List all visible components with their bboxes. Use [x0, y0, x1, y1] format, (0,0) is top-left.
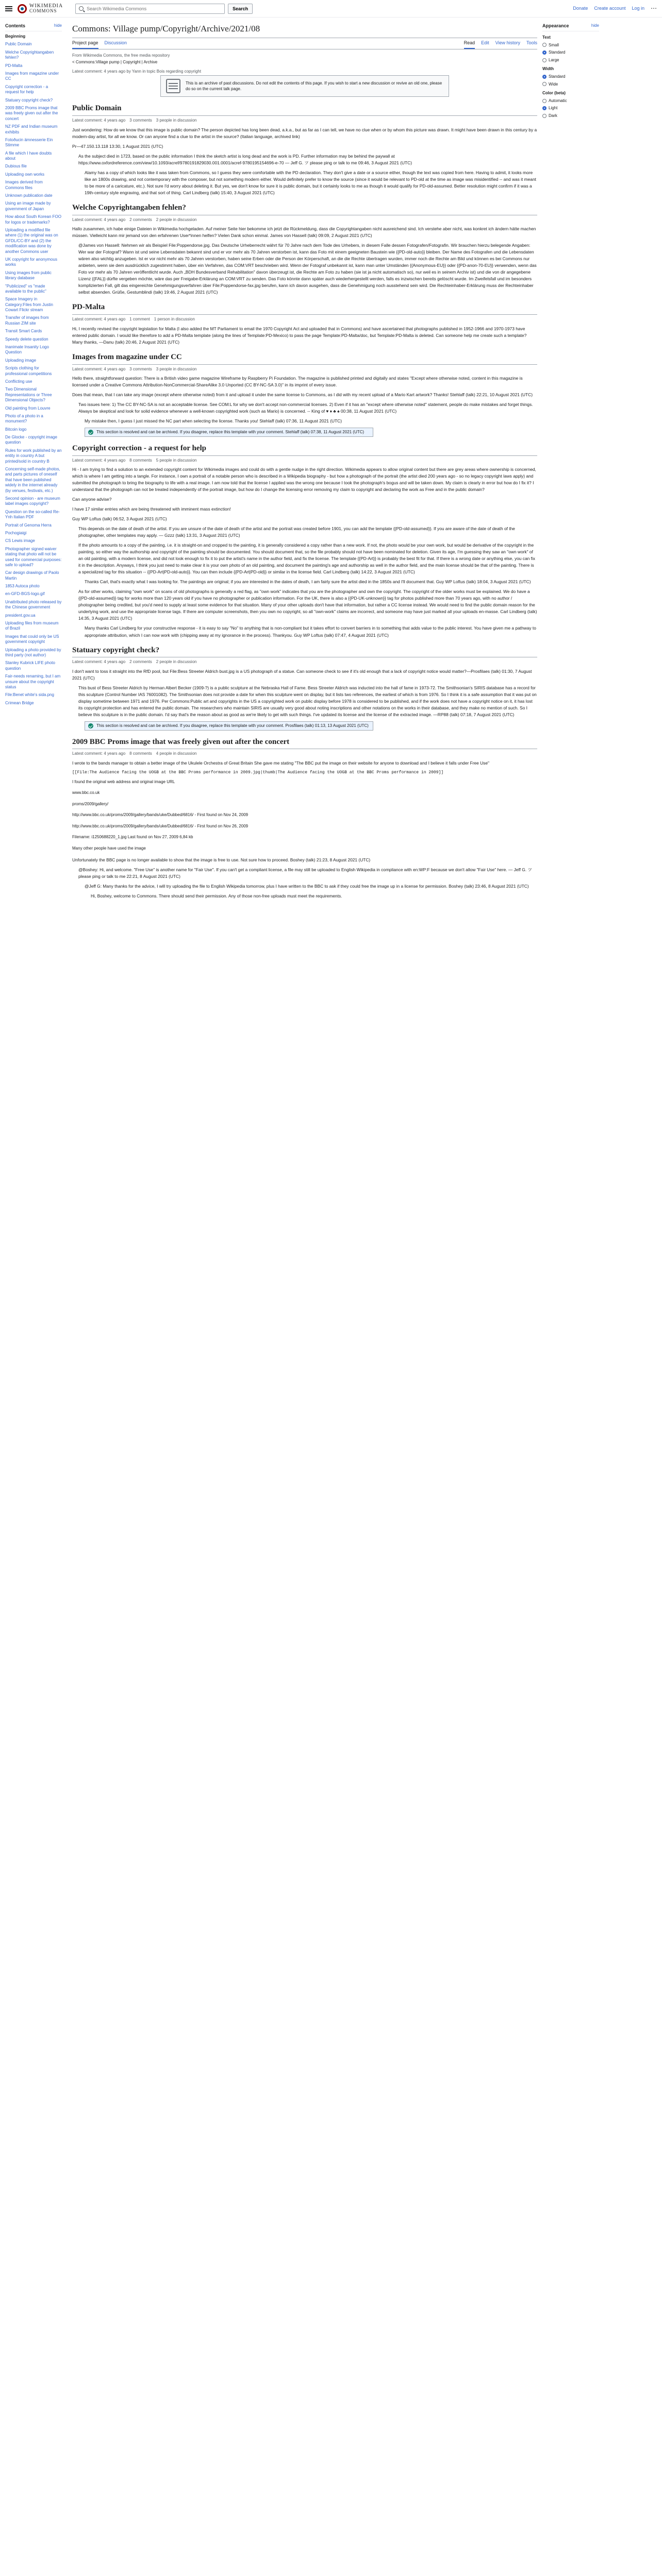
archive-icon — [166, 79, 180, 93]
logo-line2: COMMONS — [29, 8, 57, 14]
wikicode-snippet: [[File:The Audience facing the UOGB at the BBC Proms performance in 2009.jpg|thumb|The Audience facing the UOGB at the BBC Proms performance in 2009]] — [72, 770, 444, 775]
check-icon — [88, 723, 93, 728]
toc-item[interactable]: 2009 BBC Proms image that was freely given out after the concert — [5, 105, 58, 121]
comment: Hallo zusammen, ich habe einige Dateien in Wikimedia hochgeladen. Auf meiner Seite hier bekomme ich jetzt die Rückmeldung, dass die Copyrightangaben nicht ausreichend sind. Ich verstehe aber nicht, was konkret ich ändern hätte machen müssen. Vielleicht kann mir jemand von den erfahrenen User*innen helfen? Vielen Dank schon einmal. James von Hassell (talk) 09:09, 2 August 2021 (UTC) — [72, 226, 536, 239]
radio-label: Wide — [549, 81, 558, 87]
toc-hide-button[interactable]: hide — [54, 23, 62, 28]
page-title: Commons: Village pump/Copyright/Archive/2021/08 — [72, 23, 537, 38]
comment: Hi - I am trying to find a solution to an extended copyright content for Wikimedia images and could do with a gentle nudge in the right direction. Wikimedia appears to allow original content but there are grey areas where ownership is concerned, which is where I am getting into a tangle. For instance, I own a portrait of a notable person who is described in a Wikipedia biography - but how a photograph of the portrait (the artist died 200 years ago - so no legacy copyright laws apply) and submitted the photograph to bring the biography to life with a real image. I am now told that the license I applied was the wrong one because I took the photograph's bogus and will be taken down. My claim is clearly in error but how do I fix it? I understand that the photograph can not be treated independently of the portrait image, but how do I change the licensing error removing my claim to copyright and declaring the work as Free and in the public domain? — [72, 467, 536, 493]
discussion-section — [72, 645, 537, 731]
section-heading: Statuary copyright check? — [72, 645, 537, 658]
create-account-link[interactable]: Create account — [594, 5, 626, 11]
toc-item[interactable]: Fotoðucin ämnesserie Ein Stimme — [5, 137, 53, 148]
toc-item[interactable]: Pochogiaigi — [5, 530, 27, 535]
resolved-notice — [85, 721, 373, 731]
main-menu-icon[interactable] — [5, 6, 12, 11]
toc-item[interactable]: Scripts clothing for professional competitions — [5, 366, 52, 376]
resolved-notice-text: This section is resolved and can be archived. If you disagree, replace this template with your comment. Prosfilaes (talk) 01:13, 13 August 2021 (UTC) — [96, 723, 369, 728]
toc-item[interactable]: Statuary copyright check? — [5, 97, 53, 103]
section-meta-item: 2 people in discussion — [156, 217, 197, 222]
resolved-notice-text: This section is resolved and can be archived. If you disagree, replace this template with your comment. Stehlaff (talk) 07:38, 11 August 2021 (UTC) — [96, 430, 365, 435]
appearance-title: Appearance — [542, 23, 569, 28]
toc-item[interactable]: PD-Malta — [5, 63, 23, 68]
toc-header — [5, 23, 62, 31]
radio-button-icon[interactable] — [542, 43, 547, 47]
toc-item[interactable]: CS Lewis image — [5, 538, 35, 544]
section-meta-item: 2 people in discussion — [156, 659, 197, 665]
toc-item[interactable]: Uploading a photo provided by third party (not author) — [5, 647, 61, 657]
section-meta — [72, 659, 537, 665]
comment: Hi, I recently revised the copyright legislation for Malta (I also added the MT Parliament to email the 1970 Copyright Act and uploaded that in Commons) and have ascertained that photographs published in 1952-1966 and 1970-1973 have entered public domain. I would like therefore to add a PD-Malta template (along the lines of Template:PD-Mexico) to pass the page Template:PD-Malta/doc, but Template:PD-Malta is deleted. Can someone help me create such a template? Many thanks, —Danu (talk) 20:46, 2 August 2021 (UTC) — [72, 326, 527, 345]
toc-item[interactable]: Bitcoin logo — [5, 427, 27, 432]
comment: @Boshey: Hi, and welcome. "Free Use" is another name for "Fair Use". If you can't get a compliant license, a file may still be uploaded to English Wikipedia in compliance with en:WP:F because we don't allow "Fair Use" here. — Jeff G. ツ please ping or talk to me 22:21, 8 August 2021 (UTC) — [78, 867, 532, 879]
tab-discussion[interactable]: Discussion — [104, 40, 127, 45]
toc-item[interactable]: 1853 Autoca photo — [5, 584, 40, 589]
radio-button-icon[interactable] — [542, 75, 547, 79]
toc-item[interactable]: Portrait of Genoma Herra — [5, 522, 52, 528]
radio-option[interactable] — [542, 113, 599, 119]
toc-item[interactable]: Two Dimensional Representations or Three Dimensional Objects? — [5, 387, 52, 403]
section-meta-item: Latest comment: 4 years ago — [72, 751, 126, 756]
comment: Does that mean, that I can take any image (except where otherwise noted) from it and upload it under the same license to Commons, as I did with my recent upload of a Mario Kart artwork? Thanks! Stehlaff (talk) 22:21, 10 August 2021 (UTC) — [72, 392, 533, 398]
tab-project-page[interactable]: Project page — [72, 40, 98, 49]
section-meta-item: Latest comment: 4 years ago — [72, 659, 126, 665]
section-meta-item: 3 people in discussion — [156, 366, 197, 371]
toc-item[interactable]: Crimean Bridge — [5, 700, 34, 705]
radio-option[interactable] — [542, 49, 599, 56]
comment: Alamy has a copy of which looks like it was taken from Commons, so I guess they were comfortable with the PD declaration. They don't give a date or a source either, though the text was copied from here. Having to admit, it looks more like an 1800s drawing, and not contemporary with the composer, but not something modern either. Would definitely prefer to know the source (since it would be relevant to PD-old at the time as image was misidentified -- and was it meant to be more of a caricature, etc.). Not sure I'd worry about deleting it. But yes, we don't know for sure it is public domain, but it certainly looks to me as though it would qualify for PD-old-assumed. Better resolution might confirm if it was a 19th-century style engraving, and that sort of thing. Carl Lindberg (talk) 15:40, 3 August 2021 (UTC) — [85, 170, 536, 195]
section-meta-item: 3 comments — [129, 118, 152, 123]
resolved-notice — [85, 428, 373, 437]
toc-item[interactable]: Welche Copyrightangaben fehlen? — [5, 49, 54, 60]
plain-line: I found the original web address and original image URL — [72, 779, 175, 784]
search-button[interactable]: Search — [228, 4, 253, 14]
toc-item[interactable]: Rules for work published by an entity in country A but printed/sold in country B — [5, 448, 62, 464]
discussion-section — [72, 302, 537, 345]
user-links — [573, 4, 657, 13]
tab-read[interactable]: Read — [464, 40, 475, 49]
section-meta — [72, 316, 537, 323]
toc-title: Contents — [5, 23, 25, 28]
radio-option[interactable] — [542, 42, 599, 48]
toc-item[interactable]: File:Benet white's sida.png — [5, 692, 54, 698]
toc-item[interactable]: Conflicting use — [5, 379, 32, 384]
comment: As the subject died in 1723, based on the public information I think the sketch artist is long dead and the work is PD. Further information may be behind the paywall at https://www.oxfordreference.com/view/10.1093/acref/9780191829030.001.0001/acref-9780195154696-e-70 — Jeff G. ツ please ping or talk to me 09:46, 3 August 2021 (UTC) — [78, 153, 412, 165]
section-heading: Welche Copyrightangaben fehlen? — [72, 202, 537, 215]
comment: Hi, Boshey, welcome to Commons. There should send their permission. Any of those non-free uploads must meet the requirements. — [91, 893, 342, 899]
section-meta-item: 1 comment — [129, 317, 150, 322]
toc-item[interactable]: Stanley Kubrick LIFE photo question — [5, 660, 55, 671]
section-meta — [72, 366, 537, 372]
toc-item[interactable]: Uploading image — [5, 358, 37, 363]
color-options — [542, 98, 599, 119]
section-meta-item: 8 comments — [129, 457, 152, 463]
radio-label: Dark — [549, 113, 557, 118]
logo-line1: WIKIMEDIA — [29, 3, 63, 9]
section-meta-item: Latest comment: 4 years ago — [72, 118, 126, 123]
donate-link[interactable]: Donate — [573, 5, 588, 11]
toc-item[interactable]: De Glocke - copyright image question — [5, 435, 57, 445]
site-logo[interactable] — [29, 4, 63, 14]
login-link[interactable]: Log in — [632, 5, 644, 11]
comment: I have 17 similar entries which are being threatened with imminent mass extinction! — [72, 506, 231, 512]
plain-line: Filename: i1250688220_1.jpg Last found on Nov 27, 2009 6,84 kb — [72, 835, 193, 840]
width-label: Width — [542, 66, 554, 72]
toc-item[interactable]: Photo of a photo in a monument? — [5, 413, 43, 424]
toc-item[interactable]: Using images from public library database — [5, 270, 52, 281]
radio-button-icon[interactable] — [542, 58, 547, 62]
discussion-section — [72, 202, 537, 296]
section-meta-item: 2 comments — [129, 659, 152, 665]
section-heading: 2009 BBC Proms image that was freely given out after the concert — [72, 737, 537, 750]
section-meta-item: 3 comments — [129, 366, 152, 371]
toc-item[interactable]: Transfer of images from Russian ZIM site — [5, 315, 49, 326]
section-meta-item: Latest comment: 4 years ago — [72, 366, 126, 371]
radio-option[interactable] — [542, 98, 599, 104]
section-meta-item: 3 people in discussion — [156, 118, 197, 123]
toc-item[interactable]: Question on the so-called Re-Ynh Italian PDF — [5, 509, 60, 520]
comment: As for other works, claiming "own work" on scans of old photographs is generally a red flag, as "own work" indicates that you are the photographer and own the copyright. The copyright of the older works must be explained. We do have a {{PD-old-assumed}} tag for works more than 120 years old if you have no photographer or publication information. For the UK, there is also a {{PD-UK-unknown}} tag for photos published more than 70 years ago, with no author / photographer being credited, but you'd need to supply at least some evidence for that situation. Many of your other uploads don't have that information, but rather a CC license instead. We would need to find the public domain reason for the underlying work, and use the appropriate license tags. If there are computer screenshots, then you own no copyright, so all "own-work" claims are incorrect, and someone may have just marked all your uploads en-masse. Carl Lindberg (talk) 14:35, 3 August 2021 (UTC) — [78, 589, 537, 621]
section-meta-item: Latest comment: 4 years ago — [72, 457, 126, 463]
radio-button-icon[interactable] — [542, 114, 547, 118]
tab-tools[interactable]: Tools — [526, 40, 537, 45]
comment: This bust of Bess Streeter Aldrich by Herman Albert Becker (1909-?) is a public sculpture at the Nebraska Hall of Fame. Bess Streeter Aldrich was inducted into the hall of fame in 1973-72. The Smithsonian's SIRIS database has a record for this sculpture (Control Number IAS 76001082). The Smithsonian does not provide a date for when this sculpture went on display, but it lists two references, the earliest of which is from 1976. So I think it is a safe assumption that it was put on display sometime between 1971 and 1976. Per Commons:Public art and copyrights in the US a copyrighted work on public display before 1978 is considered to be published, and if the work does not have a copyright notice on it, it has lost its copyright protection and has entered the public domain. The researchers who maintain SIRIS are usually very good about noting inscriptions and other notations on the works in their database, and they make no mention of such. So I believe this sculpture is in the public domain. I'd say that's the reason about as good as we're likely to get with such things. I've updated its license and the license of the extracted image. —RP88 (talk) 07:18, 7 August 2021 (UTC) — [78, 685, 537, 717]
header — [0, 0, 662, 18]
toc-item[interactable]: en-GFD-BGS-logo.gif — [5, 591, 45, 597]
section-meta-item: 8 comments — [129, 751, 152, 756]
radio-button-icon[interactable] — [542, 50, 547, 55]
radio-label: Standard — [549, 50, 566, 55]
comment: Many thanks Carl Lindberg for your constructive response - it is easy to say "No" to anything that is non-compliant but it takes effort to convert barriers in to something that adds value to the public interest. You have given me a pathway to appropriate attribution, which I can now work with (chipping away at my ignorance in the process). Thankyou. Guy WP Loftus (talk) 07:47, 4 August 2021 (UTC) — [85, 625, 536, 638]
radio-label: Automatic — [549, 98, 567, 103]
toc-item[interactable]: Uploading a modified file where (1) the original was on GFDL/CC-BY and (2) the modification was done by another Commons user — [5, 227, 58, 254]
section-meta — [72, 217, 537, 223]
discussion-section — [72, 103, 537, 196]
radio-button-icon[interactable] — [542, 82, 547, 86]
toc-item[interactable]: Old painting from Louvre — [5, 405, 51, 411]
main-content — [72, 23, 537, 903]
text-size-options — [542, 42, 599, 63]
appearance-panel — [542, 23, 599, 121]
discussion-section — [72, 737, 537, 900]
toc-item[interactable]: Inanimate Insanity Logo Question — [5, 345, 49, 355]
toc-item[interactable]: Copyright correction - a request for help — [5, 84, 48, 95]
comment: I don't want to toss it straight into the RfD pool, but File:Bess Streeter Aldrich bust.jpg is a US photograph of a statue. Can someone check to see if it's old enough that a lack of copyright notice would matter?—Prosfilaes (talk) 01:30, 7 August 2021 (UTC) — [72, 668, 532, 681]
breadcrumb[interactable]: < Commons:Village pump | Copyright | Archive — [72, 60, 158, 65]
commons-logo-icon[interactable] — [18, 4, 27, 13]
plain-line: www.bbc.co.uk — [72, 790, 100, 795]
toc-item[interactable]: Second opinion - are museum label images copyright? — [5, 496, 60, 506]
toc-item[interactable]: Fair-needs renaming, but I am unsure about the copyright status — [5, 674, 61, 689]
section-meta — [72, 457, 537, 464]
toc-item[interactable]: "Publicized" vs "made available to the public" — [5, 283, 46, 294]
toc-item[interactable]: Dubious file — [5, 164, 27, 169]
plain-line: Many other people have used the image — [72, 846, 146, 851]
toc-item[interactable]: Unknown publication date — [5, 193, 53, 198]
toc-list — [5, 34, 62, 706]
section-heading: Public Domain — [72, 103, 537, 116]
comment: This depends on the date of death of the artist. If you are unsure of the date of death of the artist and the portrait was created before 1901, you can add the template {{PD-old-assumed}}. If you are aware of the date of death of the photographer, other templates may apply. — Gzzz (talk) 13:31, 3 August 2021 (UTC) — [78, 526, 515, 538]
comment: If the photo amounts to a copy of the painting, i.e. it is straight-on and cropped to the painting, it is generally considered a copy rather than a new work. If not, the photo would be your own work, but would be derivative of the copyright in the painting, so either way the authorship and copyright of the painting should be documented. You should document that, so the file probably should not have been nominated for deletion. Given its age, I'm guessing they saw an "own work" of an old painting, with a modern license, and did not look enough to fix it to put the artist's name in the author field, and fix the license. The template {{PD-Art}} is probably the best fit for that. If there is a wrong date or anything else, you can fix it in the description. Anyways, I think you just need to make clear it is your own photo of an old painting, and document the painting's age and authorship as well in the author field, and the main license should be that of the painting. There is a specialized tag for this situation -- {{PD-Art|PD-old-auto}}. You can then include {{PD-Art|PD-old}} or similar in the license field. Carl Lindberg (talk) 14:22, 3 August 2021 (UTC) — [78, 543, 535, 575]
toc-item[interactable]: president.gov.ua — [5, 613, 36, 618]
toc-item[interactable]: Using an image made by government of Japan — [5, 201, 51, 211]
radio-button-icon[interactable] — [542, 106, 547, 110]
discussion-section — [72, 443, 537, 639]
appearance-hide-button[interactable]: hide — [591, 23, 599, 28]
appearance-header — [542, 23, 599, 31]
toc-item[interactable]: Images derived from Commons files — [5, 180, 43, 190]
comment: @Jeff G: Many thanks for the advice, I will try uploading the file to English Wikipedia tomorrow, plus I have written to the BBC to ask if they could free the image up in a license for permission. Boshey (talk) 23:46, 8 August 2021 (UTC) — [85, 883, 529, 889]
search-input[interactable] — [87, 6, 224, 11]
tab-edit[interactable]: Edit — [481, 40, 489, 45]
toc-item[interactable]: How about South Korean FOO for logos or trademarks? — [5, 214, 61, 225]
archive-notice — [160, 75, 449, 97]
section-meta — [72, 117, 537, 124]
section-meta-item: Latest comment: 4 years ago — [72, 317, 126, 322]
site-sub: From Wikimedia Commons, the free media repository — [72, 53, 170, 58]
toc-item[interactable]: Photographer signed waiver stating that photo will not be used for commercial purposes: safe to upload? — [5, 546, 62, 567]
section-heading: Copyright correction - a request for help — [72, 443, 537, 456]
radio-label: Large — [549, 57, 559, 62]
comment: My mistake then, I guess I just missed the NC part when selecting the license. Thanks you! Stehlaff (talk) 07:36, 11 August 2021 (UTC) — [85, 418, 342, 424]
toc-item[interactable]: Images that could only be US government copyright — [5, 634, 59, 645]
search-icon — [79, 6, 84, 11]
section-meta-item: 1 person in discussion — [154, 317, 195, 322]
more-options-icon[interactable]: ⋯ — [651, 4, 657, 12]
section-meta-item: Latest comment: 4 years ago — [72, 217, 126, 222]
section-meta-item: 4 people in discussion — [156, 751, 197, 756]
comment: Pr—47.150.13.118 13:30, 1 August 2021 (UTC) — [72, 143, 163, 149]
section-meta-item: 2 comments — [129, 217, 152, 222]
section-heading: Images from magazine under CC — [72, 352, 537, 365]
toc-item[interactable]: Concerning self-made photos, and parts pictures of oneself that have been published widely in the internet already (by venues, festivals, etc.) — [5, 467, 60, 493]
section-heading: PD-Malta — [72, 302, 537, 315]
color-label: Color (beta) — [542, 91, 566, 96]
tab-view-history[interactable]: View history — [495, 40, 520, 45]
toc-item[interactable]: Beginning — [5, 34, 26, 39]
discussion-section — [72, 352, 537, 437]
toc-item[interactable]: Unattributed photo released by the Chinese government — [5, 599, 62, 610]
width-options — [542, 74, 599, 87]
archive-notice-text: This is an archive of past discussions. Do not edit the contents of this page. If you wish to start a new discussion or revive an old one, please do so on the current talk page. — [186, 81, 442, 92]
radio-label: Standard — [549, 74, 566, 79]
toc-item[interactable]: NZ PDF and Indian museum exhibits — [5, 124, 58, 134]
radio-label: Light — [549, 106, 558, 111]
check-icon — [88, 430, 93, 435]
toc-item[interactable]: Public Domain — [5, 42, 32, 47]
comment: Just wondering: How do we know that this image is public domain? The person depicted has long been dead, a.k.a., but as far as I can tell, we have no clue when or by whom this picture was drawn. It might have been drawn in this century by a modern-day artist, for all we know. Or can anyone find a clue to the artist in the source? (Italian language, archived link) — [72, 127, 537, 139]
toc-item[interactable]: Uploading files from museum of Brazil — [5, 621, 59, 631]
toc-item[interactable]: Transit Smart Cards — [5, 329, 42, 334]
comment: Two issues here: 1) The CC BY-NC-SA is not an acceptable license. See COM:L for why we don't accept non-commercial licenses. 2) Even if it has an "except where otherwise noted" statement, people do make mistakes and forget things. Always be skeptical and look for solid evidence whenever a well-known copyrighted work (such as Mario) is concerned. -- King of ♥ ♦ ♣ ♠ 00:38, 11 August 2021 (UTC) — [78, 402, 533, 414]
comment: Can anyone advise? — [72, 497, 112, 502]
toc-item[interactable]: Car design drawings of Paolo Martin — [5, 570, 59, 581]
section-meta — [72, 751, 537, 757]
comment: I wrote to the bands manager to obtain a better image of the Ukulele Orchestra of Great Britain She gave me stating "The BBC put the image on their website for anyone to download and I believe it falls under Free Use" — [72, 760, 490, 766]
radio-label: Small — [549, 42, 559, 47]
toc-item[interactable]: Images from magazine under CC — [5, 71, 59, 81]
latest-comment: Latest comment: 4 years ago by Yann in topic Bois regarding copyright — [72, 69, 202, 74]
comment: Guy WP Loftus (talk) 06:52, 3 August 2021 (UTC) — [72, 516, 167, 522]
toc-item[interactable]: Uploading own works — [5, 172, 45, 177]
comment: Unfortunately the BBC page is no longer available to show that the image is free to use. Not sure how to proceed. Boshey (talk) 21:23, 8 August 2021 (UTC) — [72, 857, 371, 862]
discussion-sections — [72, 103, 537, 899]
radio-option[interactable] — [542, 57, 599, 63]
toc-sidebar — [5, 23, 62, 708]
page-tabs — [72, 38, 537, 49]
radio-button-icon[interactable] — [542, 99, 547, 103]
toc-item[interactable]: Speedy delete question — [5, 336, 48, 342]
radio-option[interactable] — [542, 105, 599, 111]
section-meta-item: 5 people in discussion — [156, 457, 197, 463]
toc-item[interactable]: UK copyright for anonymous works — [5, 257, 57, 267]
comment: Hello there, straightforward question: There is a British video game magazine Wireframe by Raspberry Pi Foundation. The magazine is published printed and digitally and states "Except where otherwise noted, content in this magazine is licensed under a Creative Commons Attribution-NonCommercial-ShareAlike 3.0 Unported (CC BY-NC-SA 3.0)" in its imprint of every issue. — [72, 376, 523, 388]
plain-line: proms/2009/gallery/ — [72, 801, 109, 806]
radio-option[interactable] — [542, 74, 599, 80]
plain-line: http://www.bbc.co.uk/proms/2009/gallery/bands/uke/Dubbed/6816/ - First found on Nov 24, 2009 — [72, 812, 249, 818]
comment: Thanks Carl, that's exactly what I was looking for. The paintings are original; if you are interested in the dates of death, I am fairly sure the artist died in the 1850s and I'll document that. Guy WP Loftus (talk) 18:04, 3 August 2021 (UTC) — [85, 579, 531, 585]
toc-item[interactable]: Space Imagery in Category:Files from Justin Cowart Flickr stream — [5, 297, 53, 313]
text-size-label: Text — [542, 35, 551, 40]
search-box — [75, 4, 225, 14]
radio-option[interactable] — [542, 81, 599, 88]
toc-item[interactable]: A file which I have doubts about — [5, 150, 52, 161]
comment: @James von Hassell: Nehmen wir als Beispiel File:Poppendorse.jpg. Das Deutsche Urheberrecht währt für 70 Jahre nach dem Tode des Urhebers, in diesem Falle dessen Fotografen/Fotografin. Wir brauchen hierzu belegende Angaben: Wer war der Fotograf? Wann ist und seine Lebensdaten bekannt sind und er vor mehr als 70 Jahren verstorben ist, kann das Foto mit einem geeigneten Baustein wie {{PD-old-auto}} bleiben. Der Name des Fotografen und die Lebensdaten wären also wichtig anzugeben. Ist er vor nicht mehr als 70 Jahren verstorben, haben seine Erben oder die Person der Körperschaft, an die die Rechte übertragen wurden, immer noch die Rechte am Bild und können es bei Commons nur anbieten, wenn sie dem ausdrücklich zugestimmt haben, über ein Verfahren, das COM:VRT beschrieben wird. Wenn der Fotograf unbekannt ist, kann man unter Umständen {{Anonymous-EU}} oder {{PD-anon-70-EU}} verwenden, wenn das Foto vor mehr als 70 Jahren veröffentlicht wurde. Auch „BDH Bundesverband Rehabilitation" davon überzeugt ist, die Rechte am Foto zu haben (sie ist ja nicht automatisch so), nur weil es in seinem Archiv ist) und die von dir angegebene Lizenz {{FAL}} dürfte vergeben möchte, wäre das per Freigabe-Erklärung an COM:VRT zu senden. Das Foto könnte dann später auch wiederhergestellt werden, falls es inzwischen bereits gelöscht wurde. Im Zweifelsfall und im besonders komplizierten Fall, gilt das eingereichte Genehmigungsverfahren über File:Poppendorse-fax.jpg berufen, kann ich davon ausgehen, dass die Genehmigung noch ausstehend sein wird. Die Rechteinhaber-Erklärung muss der Rechteinhaber selbst absenden. Grüße, Gestumblindi (talk) 19:46, 2 August 2021 (UTC) — [78, 243, 537, 295]
plain-line: http://www.bbc.co.uk/proms/2009/gallery/bands/uke/Dubbed/6816/ - First found on Nov 26, 2009 — [72, 823, 249, 828]
